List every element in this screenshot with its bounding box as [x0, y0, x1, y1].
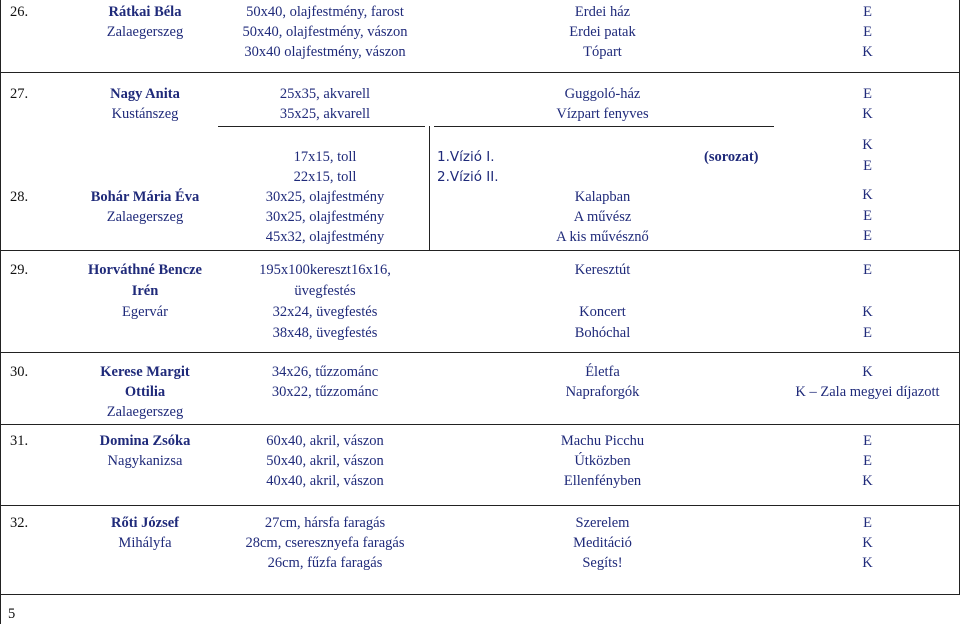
artwork-title: Koncert	[579, 304, 626, 320]
artwork-title: 1.Vízió I.	[437, 149, 495, 165]
mark: K	[862, 44, 873, 60]
entry-number: 31.	[10, 433, 29, 449]
technique-line: 25x35, akvarell	[279, 86, 371, 102]
artist-town: Zalaegerszeg	[106, 209, 184, 225]
mark: K	[862, 137, 873, 153]
technique-line: 60x40, akril, vászon	[266, 433, 384, 449]
frame-left	[0, 594, 1, 624]
mark-cell	[775, 260, 960, 344]
mark: E	[863, 4, 872, 20]
title-cell	[430, 187, 775, 247]
title-cell	[430, 260, 775, 344]
artwork-title: Erdei patak	[569, 24, 636, 40]
entry-number: 32.	[10, 515, 29, 531]
technique-cell	[220, 513, 430, 573]
technique-cell	[220, 431, 430, 491]
artist-town: Nagykanizsa	[107, 453, 183, 469]
mark: K	[862, 364, 873, 380]
technique-line: 45x32, olajfestmény	[265, 229, 385, 245]
artwork-title: Erdei ház	[574, 4, 631, 20]
technique-line: 26cm, fűzfa faragás	[267, 555, 383, 571]
artwork-title: 2.Vízió II.	[437, 169, 499, 185]
artist-name: Domina Zsóka	[99, 433, 191, 449]
mark: K	[862, 473, 873, 489]
artist-town: Kustánszeg	[111, 106, 179, 122]
title-cell	[430, 362, 775, 402]
mark: E	[863, 24, 872, 40]
entry-number: 27.	[10, 86, 29, 102]
row-divider	[0, 505, 960, 506]
technique-line: 38x48, üvegfestés	[272, 325, 378, 341]
artwork-title: Guggoló-ház	[564, 86, 641, 102]
row-divider	[434, 126, 774, 127]
artist-town: Egervár	[122, 304, 168, 320]
row-divider	[0, 594, 960, 595]
artist-name: Irén	[131, 283, 159, 299]
mark: K	[862, 304, 873, 320]
mark-cell	[775, 84, 960, 124]
technique-line: 30x25, olajfestmény	[265, 209, 385, 225]
artist-name: Kerese Margit	[100, 364, 190, 380]
artist-name: Rátkai Béla	[108, 4, 182, 20]
entry-number: 26.	[10, 4, 29, 20]
technique-cell	[220, 260, 430, 344]
technique-line: 30x40 olajfestmény, vászon	[244, 44, 406, 60]
entry-number: 29.	[10, 262, 29, 278]
artwork-title: Útközben	[574, 453, 631, 469]
artist-name: Horváthné Bencze	[88, 262, 202, 278]
technique-cell	[220, 2, 430, 62]
artwork-title: Segíts!	[582, 555, 623, 571]
artist-cell	[70, 431, 220, 471]
title-cell	[430, 513, 775, 573]
technique-line: 50x40, olajfestmény, farost	[246, 4, 404, 20]
artwork-title: A művész	[573, 209, 632, 225]
mark: E	[863, 453, 872, 469]
mark-cell	[775, 2, 960, 62]
row-divider	[218, 126, 425, 127]
artist-name: Ottilia	[124, 384, 166, 400]
mark: K – Zala megyei díjazott	[795, 384, 940, 400]
artwork-title: Napraforgók	[565, 384, 640, 400]
technique-line: 50x40, olajfestmény, vászon	[242, 24, 408, 40]
mark-cell	[775, 362, 960, 402]
artwork-title: A kis művésznő	[556, 229, 649, 245]
technique-line: 40x40, akril, vászon	[266, 473, 384, 489]
row-divider	[0, 424, 960, 425]
technique-line: 27cm, hársfa faragás	[264, 515, 386, 531]
row-divider	[0, 72, 960, 73]
technique-line: 22x15, toll	[293, 169, 357, 185]
artwork-title: Meditáció	[573, 535, 632, 551]
technique-line: 35x25, akvarell	[279, 106, 371, 122]
artist-cell	[70, 513, 220, 553]
artist-cell	[70, 84, 220, 124]
title-cell	[430, 431, 775, 491]
artist-cell	[70, 260, 220, 323]
page-number: 5	[8, 606, 16, 622]
technique-line: 17x15, toll	[293, 149, 357, 165]
mark: K	[862, 535, 873, 551]
artwork-title: Ellenfényben	[563, 473, 642, 489]
artwork-title: Szerelem	[575, 515, 630, 531]
artwork-title: Életfa	[585, 364, 620, 380]
artwork-title: Kalapban	[574, 189, 631, 205]
title-cell	[430, 2, 775, 62]
mark: E	[863, 207, 872, 224]
row-divider	[0, 250, 960, 251]
mark-cell	[775, 513, 960, 573]
series-titles	[437, 147, 499, 187]
technique-cell	[220, 84, 430, 124]
mark: E	[863, 86, 872, 102]
artwork-title: Bohóchal	[574, 325, 631, 341]
artist-cell	[70, 362, 220, 422]
technique-line: 30x22, tűzzománc	[271, 384, 379, 400]
artist-name: Nagy Anita	[110, 86, 180, 102]
mark-cell	[775, 135, 960, 247]
table-border-left	[0, 0, 1, 594]
artist-name: Bohár Mária Éva	[90, 189, 200, 205]
entry-number: 30.	[10, 364, 29, 380]
artwork-title: Keresztút	[574, 262, 631, 278]
mark: K	[862, 555, 873, 571]
mark: E	[863, 262, 872, 278]
technique-line: 30x25, olajfestmény	[265, 189, 385, 205]
artwork-title: Vízpart fenyves	[556, 106, 649, 122]
artist-cell	[70, 187, 220, 227]
artwork-title: Tópart	[583, 44, 622, 60]
technique-line: 28cm, cseresznyefa faragás	[245, 535, 405, 551]
mark: E	[863, 157, 872, 174]
series-label: (sorozat)	[704, 149, 759, 165]
mark: K	[862, 106, 873, 122]
mark: E	[863, 433, 872, 449]
technique-cell	[220, 362, 430, 402]
artwork-title: Machu Picchu	[560, 433, 645, 449]
mark: E	[863, 228, 872, 244]
technique-line: üvegfestés	[294, 283, 356, 299]
technique-line: 195x100kereszt16x16,	[259, 262, 391, 278]
technique-line: 34x26, tűzzománc	[271, 364, 379, 380]
artist-name: Rőti József	[110, 515, 180, 531]
mark: E	[863, 515, 872, 531]
artist-town: Zalaegerszeg	[106, 404, 184, 420]
technique-line: 32x24, üvegfestés	[272, 304, 378, 320]
entry-number: 28.	[10, 189, 29, 205]
technique-line: 50x40, akril, vászon	[266, 453, 384, 469]
mark: E	[863, 325, 872, 341]
artist-town: Zalaegerszeg	[106, 24, 184, 40]
mark: K	[862, 187, 873, 203]
technique-cell	[220, 147, 430, 247]
artist-town: Mihályfa	[118, 535, 172, 551]
row-divider	[0, 352, 960, 353]
mark-cell	[775, 431, 960, 491]
title-cell	[430, 84, 775, 124]
artist-cell	[70, 2, 220, 42]
